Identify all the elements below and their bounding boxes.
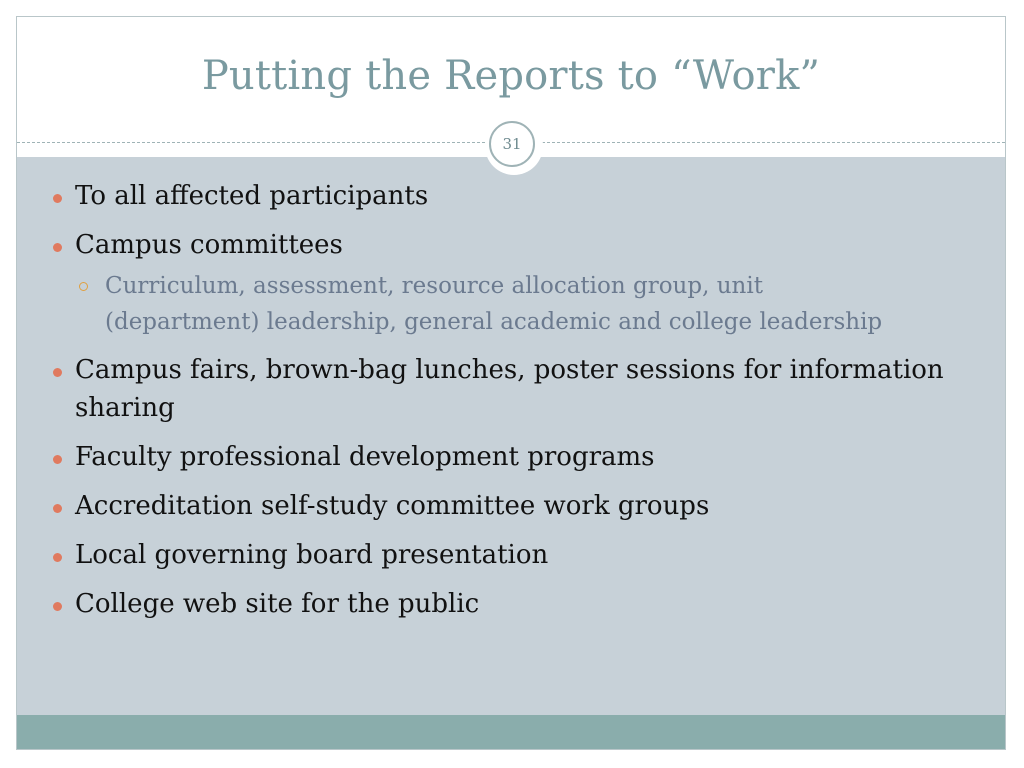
sub-bullet-item — [75, 268, 885, 340]
bullet-dot-icon — [53, 194, 62, 203]
bullet-text: Faculty professional development programs — [75, 442, 655, 472]
bullet-text: Accreditation self-study committee work groups — [75, 491, 710, 521]
bullet-text: Local governing board presentation — [75, 540, 549, 570]
sub-bullet-text: Curriculum, assessment, resource allocation group, unit (department) leadership, general academic and college leadership — [105, 273, 883, 335]
bullet-dot-icon — [53, 243, 62, 252]
bullet-text: Campus committees — [75, 230, 343, 260]
bullet-dot-icon — [53, 504, 62, 513]
bullet-item — [49, 351, 949, 427]
bullet-item — [49, 487, 949, 525]
bullet-item — [49, 438, 949, 476]
bullet-item — [49, 536, 949, 574]
bullet-text: To all affected participants — [75, 181, 429, 211]
sub-bullet-list — [75, 268, 949, 340]
sub-bullet-ring-icon — [79, 282, 88, 291]
bullet-dot-icon — [53, 553, 62, 562]
slide-frame — [16, 16, 1006, 750]
bullet-item — [49, 585, 949, 623]
page-number: 31 — [502, 135, 522, 153]
bullet-text: Campus fairs, brown-bag lunches, poster sessions for information sharing — [75, 355, 944, 423]
bullet-dot-icon — [53, 455, 62, 464]
slide-title: Putting the Reports to “Work” — [201, 53, 821, 99]
bullet-dot-icon — [53, 368, 62, 377]
bullet-item — [49, 177, 949, 215]
bullet-text: College web site for the public — [75, 589, 480, 619]
footer-bar — [17, 715, 1005, 750]
page-number-badge — [489, 121, 535, 167]
bullet-item — [49, 226, 949, 340]
bullet-list — [49, 177, 949, 634]
bullet-dot-icon — [53, 602, 62, 611]
